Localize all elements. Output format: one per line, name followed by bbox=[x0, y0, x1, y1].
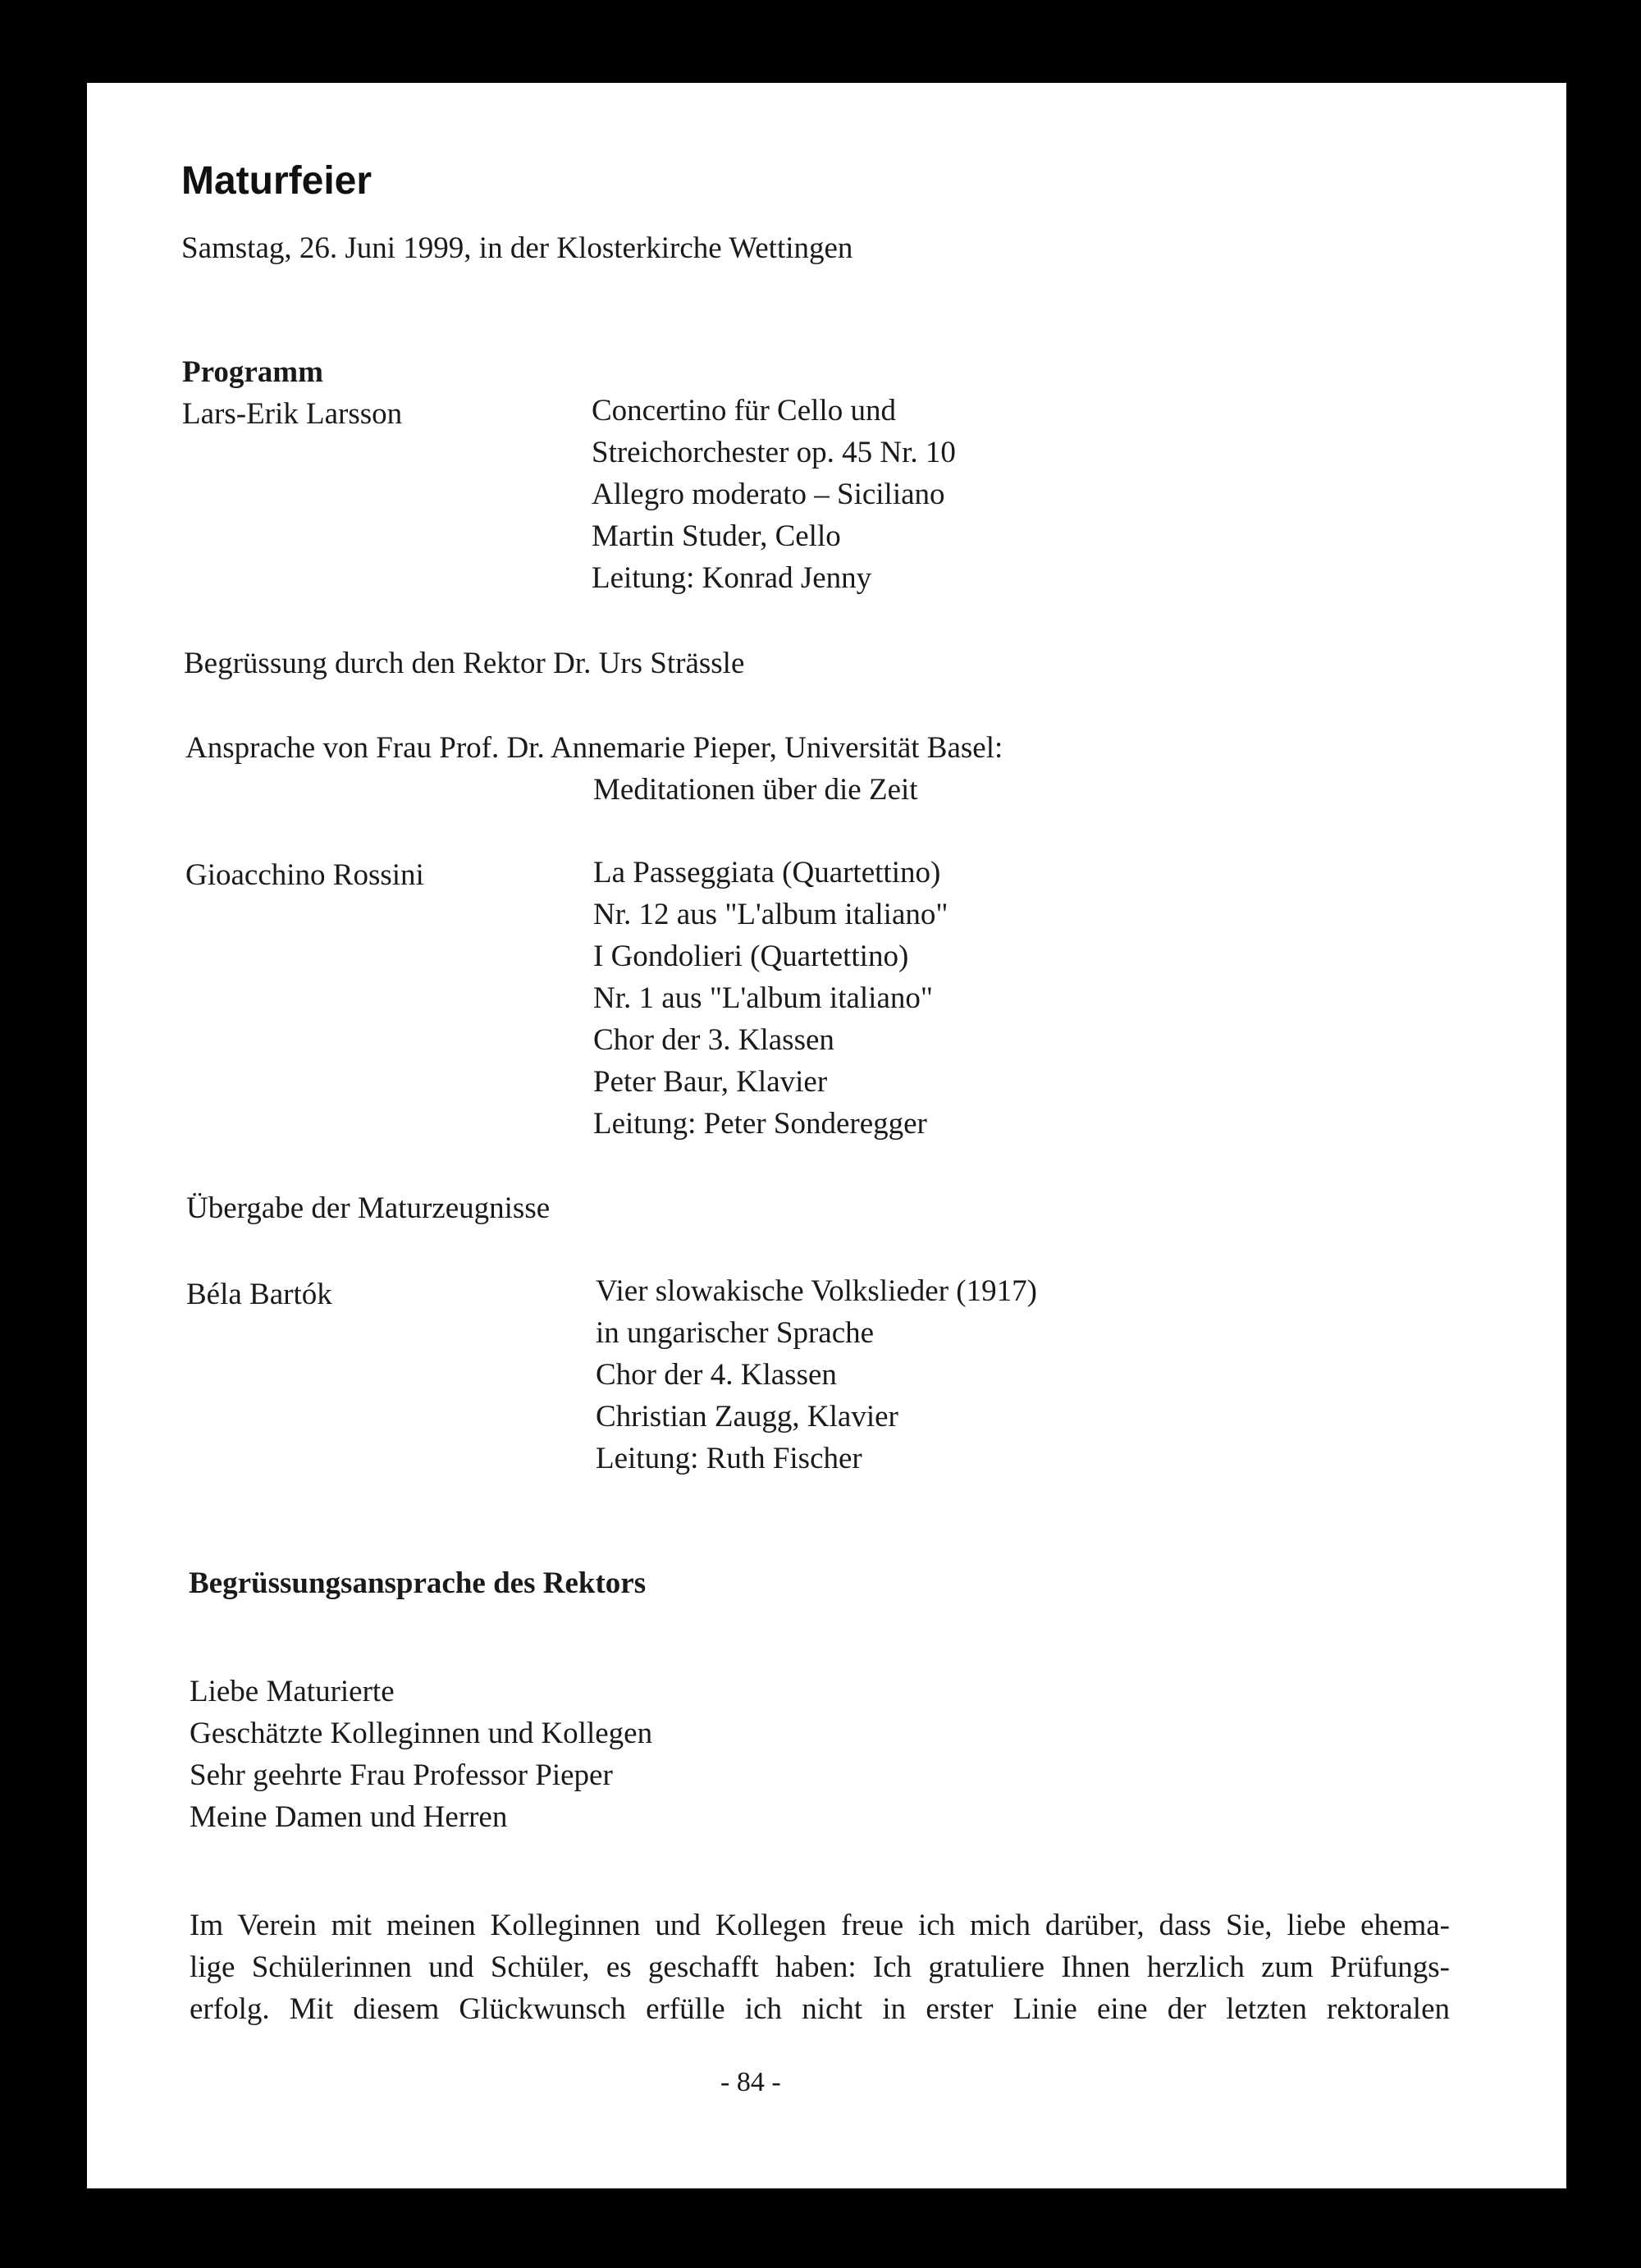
speech-heading: Begrüssungsansprache des Rektors bbox=[189, 1566, 647, 1600]
document-page bbox=[87, 83, 1566, 2188]
composer-rossini: Gioacchino Rossini bbox=[185, 858, 424, 892]
program-line: Nr. 12 aus "L'album italiano" bbox=[593, 898, 948, 931]
program-certificates: Übergabe der Maturzeugnisse bbox=[186, 1191, 551, 1225]
paragraph-line: erfolg. Mit diesem Glückwunsch erfülle ich nicht in erster Linie eine der letzten rektoralen bbox=[190, 1992, 1450, 2026]
speech-paragraph bbox=[190, 1904, 1450, 2030]
salutation-line: Geschätzte Kolleginnen und Kollegen bbox=[190, 1717, 653, 1750]
program-line: La Passeggiata (Quartettino) bbox=[593, 856, 941, 889]
program-greeting: Begrüssung durch den Rektor Dr. Urs Strässle bbox=[184, 647, 745, 680]
program-line: Christian Zaugg, Klavier bbox=[596, 1400, 898, 1434]
salutations bbox=[190, 1671, 652, 1838]
program-line: in ungarischer Sprache bbox=[596, 1316, 875, 1350]
program-line: Leitung: Ruth Fischer bbox=[596, 1442, 862, 1475]
program-item-larsson bbox=[592, 390, 956, 599]
salutation-line: Meine Damen und Herren bbox=[190, 1800, 508, 1834]
program-line: Martin Studer, Cello bbox=[592, 519, 841, 553]
page-number: - 84 - bbox=[720, 2067, 781, 2097]
program-line: Nr. 1 aus "L'album italiano" bbox=[593, 981, 933, 1015]
composer-larsson: Lars-Erik Larsson bbox=[182, 397, 403, 431]
composer-bartok: Béla Bartók bbox=[186, 1278, 332, 1311]
program-line: I Gondolieri (Quartettino) bbox=[593, 940, 909, 973]
program-line: Concertino für Cello und bbox=[592, 394, 896, 428]
event-subtitle: Samstag, 26. Juni 1999, in der Klosterkirche Wettingen bbox=[181, 231, 853, 265]
program-line: Chor der 4. Klassen bbox=[596, 1358, 837, 1392]
program-line: Allegro moderato – Siciliano bbox=[592, 478, 945, 511]
program-heading: Programm bbox=[182, 355, 323, 389]
program-line: Streichorchester op. 45 Nr. 10 bbox=[592, 436, 956, 469]
salutation-line: Sehr geehrte Frau Professor Pieper bbox=[190, 1758, 613, 1792]
program-line: Leitung: Peter Sonderegger bbox=[593, 1107, 927, 1141]
paragraph-line: lige Schülerinnen und Schüler, es geschafft haben: Ich gratuliere Ihnen herzlich zum Prüfungs- bbox=[190, 1950, 1450, 1984]
program-item-bartok bbox=[596, 1270, 1037, 1479]
program-line: Chor der 3. Klassen bbox=[593, 1023, 834, 1057]
program-line: Vier slowakische Volkslieder (1917) bbox=[596, 1274, 1037, 1308]
salutation-line: Liebe Maturierte bbox=[190, 1675, 395, 1708]
program-address: Ansprache von Frau Prof. Dr. Annemarie Pieper, Universität Basel: bbox=[185, 731, 1003, 765]
program-address-title: Meditationen über die Zeit bbox=[593, 773, 918, 807]
program-item-rossini bbox=[593, 852, 948, 1145]
page-title: Maturfeier bbox=[181, 159, 373, 203]
program-line: Leitung: Konrad Jenny bbox=[592, 561, 872, 595]
program-line: Peter Baur, Klavier bbox=[593, 1065, 828, 1099]
paragraph-line: Im Verein mit meinen Kolleginnen und Kollegen freue ich mich darüber, dass Sie, liebe ehema- bbox=[190, 1909, 1450, 1942]
